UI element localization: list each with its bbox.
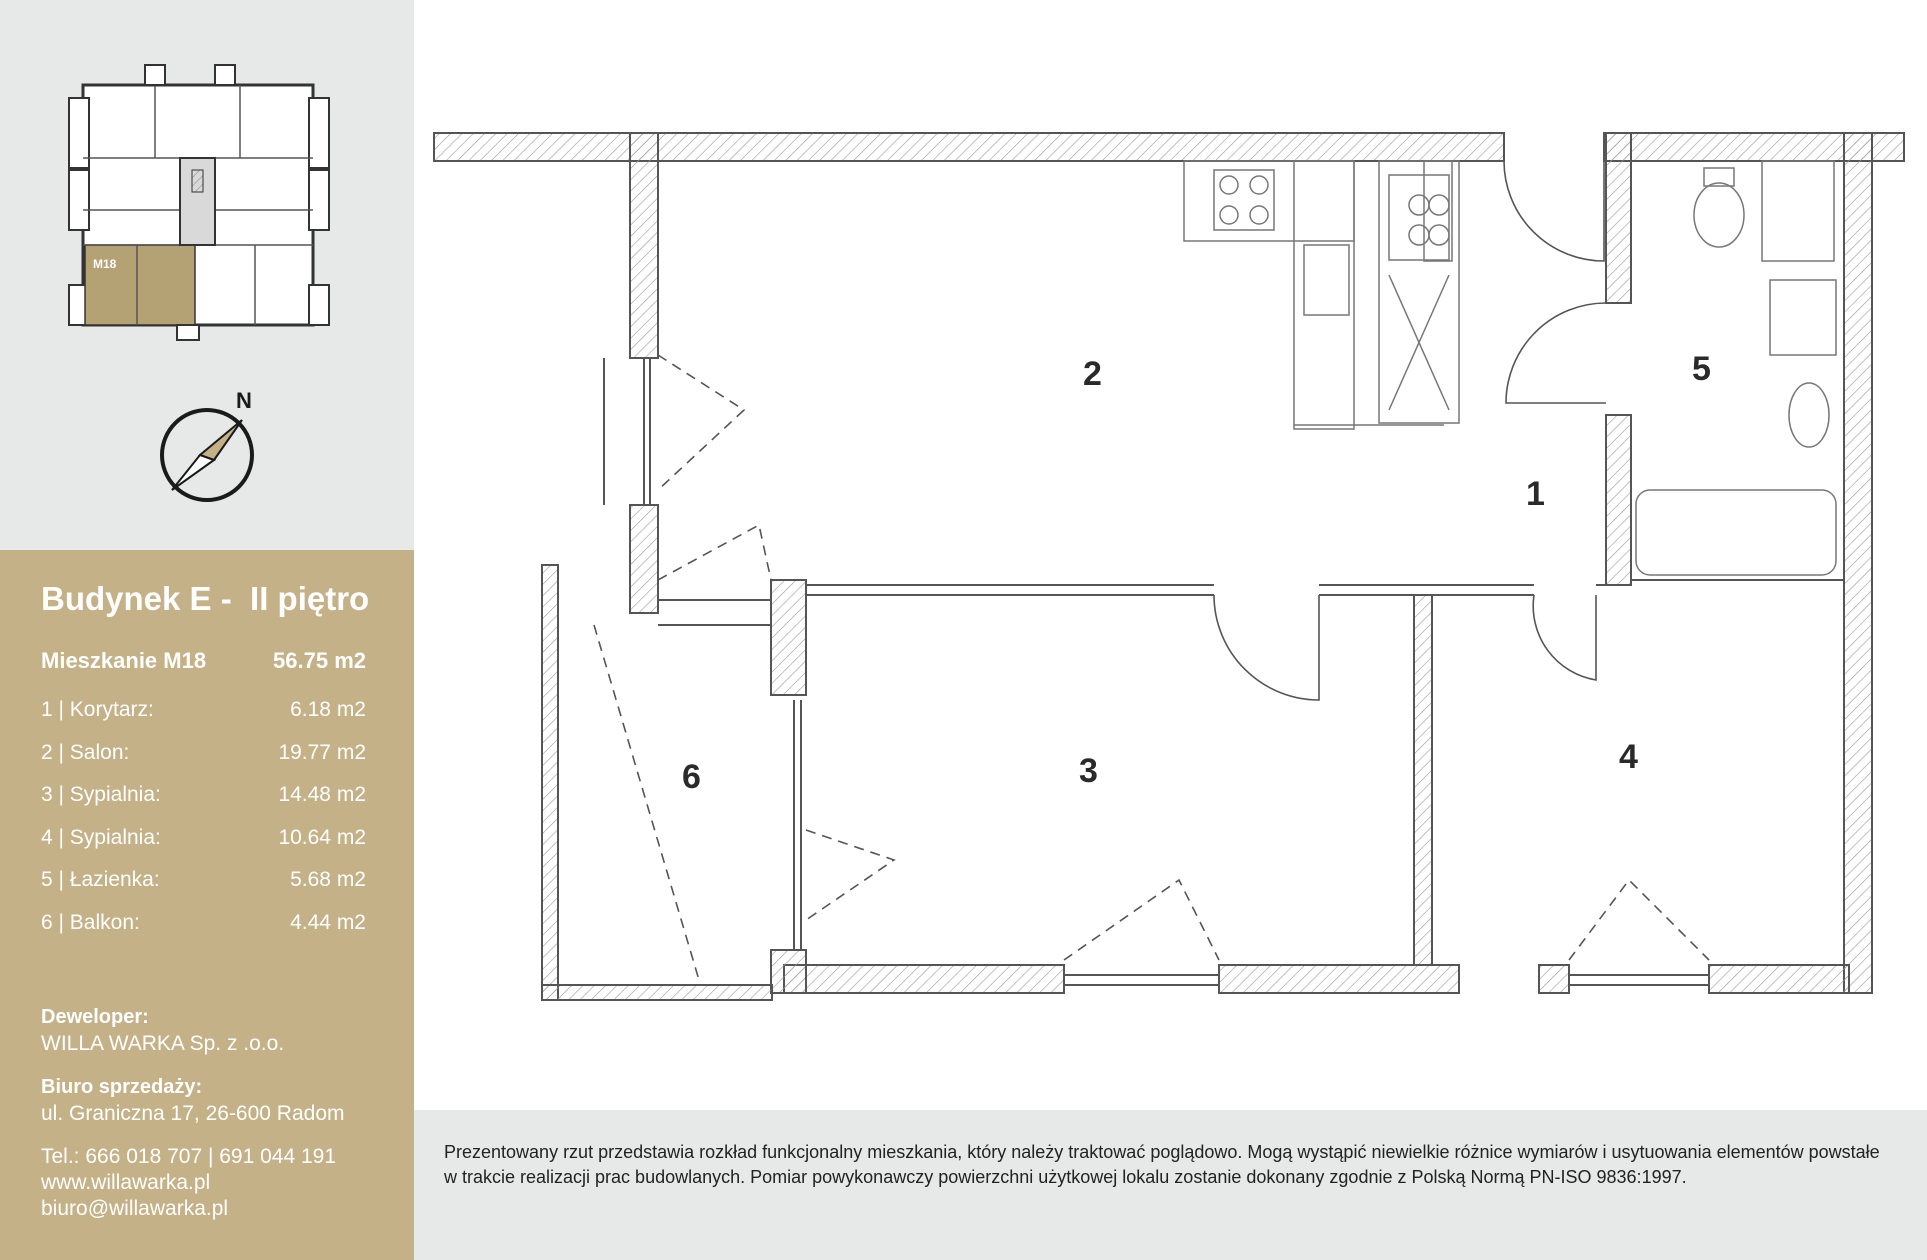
room-label: 4 | Sypialnia: xyxy=(41,826,161,849)
email-link[interactable]: biuro@willawarka.pl xyxy=(41,1197,229,1220)
room-area: 10.64 m2 xyxy=(278,826,366,849)
floor-plan-drawing xyxy=(414,0,1927,1110)
room-label: 2 | Salon: xyxy=(41,741,130,764)
sidebar xyxy=(0,0,414,1260)
website-link[interactable]: www.willawarka.pl xyxy=(41,1171,211,1194)
room-area: 6.18 m2 xyxy=(290,698,366,721)
sidebar-top-panel xyxy=(0,0,414,550)
north-label: N xyxy=(236,388,252,413)
room-number-2: 2 xyxy=(1083,355,1102,393)
room-area: 19.77 m2 xyxy=(278,741,366,764)
apartment-info-panel xyxy=(0,550,414,1260)
disclaimer-text: Prezentowany rzut przedstawia rozkład funkcjonalny mieszkania, który należy traktować poglądowo. Mogą wystąpić niewielkie różnice wymiarów i usytuowania elementów powstałe w trakcie realizacji prac budowlanych. Pomiar powykonawczy powierzchni użytkowej lokalu zostanie dokonany zgodnie z Polską Normą PN-ISO 9836:1997. xyxy=(444,1142,1880,1187)
room-label: 1 | Korytarz: xyxy=(41,698,154,721)
developer-name: WILLA WARKA Sp. z .o.o. xyxy=(41,1032,285,1055)
room-number-3: 3 xyxy=(1079,752,1098,790)
sales-office-address: ul. Graniczna 17, 26-600 Radom xyxy=(41,1102,345,1125)
room-area: 4.44 m2 xyxy=(290,911,366,934)
apartment-name: Mieszkanie M18 xyxy=(41,648,207,673)
building-title: Budynek E - II piętro xyxy=(41,580,370,617)
sales-office-phone: Tel.: 666 018 707 | 691 044 191 xyxy=(41,1145,337,1168)
compass-icon xyxy=(150,380,270,510)
room-area: 14.48 m2 xyxy=(278,783,366,806)
floor-plan xyxy=(414,0,1927,1110)
room-number-5: 5 xyxy=(1692,350,1711,388)
room-number-6: 6 xyxy=(682,758,701,796)
developer-heading: Deweloper: xyxy=(41,1006,149,1028)
room-label: 5 | Łazienka: xyxy=(41,868,160,891)
room-area: 5.68 m2 xyxy=(290,868,366,891)
apartment-area: 56.75 m2 xyxy=(273,648,366,673)
room-number-1: 1 xyxy=(1526,475,1545,513)
building-key-plan xyxy=(55,60,355,350)
room-number-4: 4 xyxy=(1619,738,1638,776)
disclaimer-panel xyxy=(414,1110,1927,1260)
room-label: 3 | Sypialnia: xyxy=(41,783,161,806)
room-label: 6 | Balkon: xyxy=(41,911,140,934)
keyplan-apartment-label: M18 xyxy=(93,257,117,271)
sales-office-heading: Biuro sprzedaży: xyxy=(41,1076,203,1098)
